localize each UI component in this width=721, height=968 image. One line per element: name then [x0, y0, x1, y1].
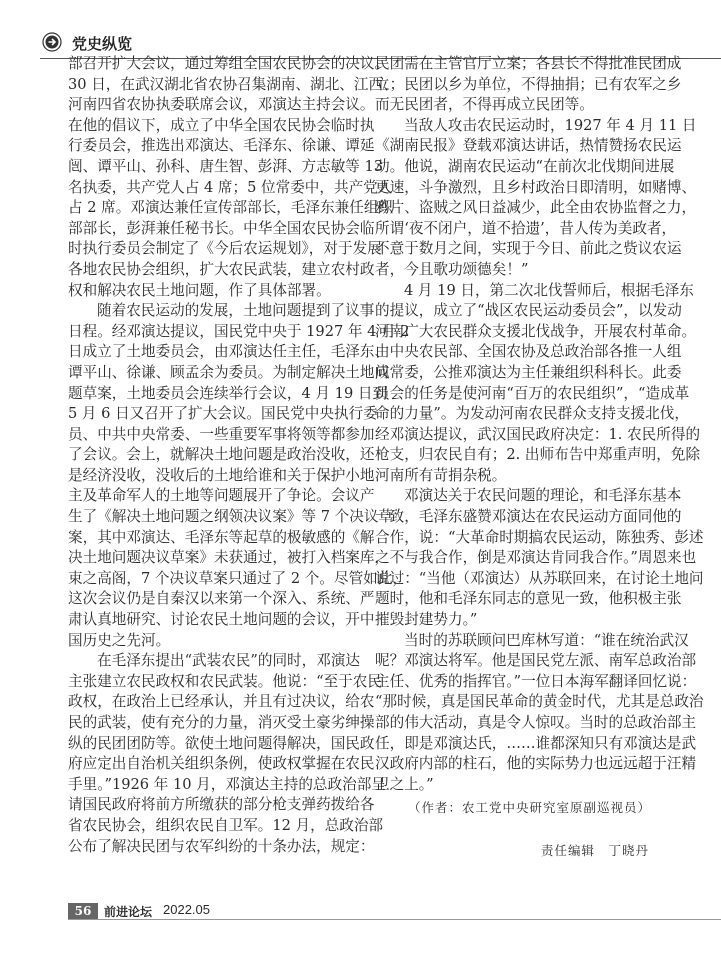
- paragraph: [375, 631, 704, 796]
- text-line: 国历史之先河。: [68, 631, 171, 649]
- text-line: 当敌人攻击农民运动时，1927 年 4 月 11 日: [404, 116, 697, 134]
- text-line: 肃认真地研究、讨论农民土地问题的会议，开中: [68, 611, 375, 629]
- text-line: 在他的倡议下，成立了中华全国农民协会临时执: [68, 116, 375, 134]
- arrow-right-circle-icon: [42, 32, 62, 52]
- text-line: 随着农民运动的发展，土地问题提到了议事: [97, 302, 375, 320]
- text-line: 5 月 6 日又召开了扩大会议。国民党中央执行委: [68, 405, 378, 423]
- text-line: 省农民协会，组织农民自卫军。12 月，总政治部: [68, 816, 384, 834]
- text-line: 民的武装，使有充分的力量，消灭受土豪劣绅操: [68, 714, 375, 731]
- text-line: 主张建立农民政权和农民武装。他说：“至于农民: [68, 672, 382, 690]
- text-line: 纵的民团团防等。欲使土地问题得解决，国民政: [68, 734, 375, 752]
- text-line: 命的力量”。为发动河南农民群众支持支援北伐，: [375, 405, 689, 423]
- text-line: 当时的苏联顾问巴库林写道：“谁在统治武汉: [404, 631, 689, 649]
- paragraph: [375, 116, 697, 281]
- text-line: 摧毁封建势力。”: [375, 611, 478, 629]
- page-number: 56: [68, 903, 98, 919]
- text-line: 河南四省农协执委联席会议，邓演达主持会议。: [68, 96, 375, 114]
- text-line: 手里。”1926 年 10 月，邓演达主持的总政治部呈: [68, 775, 386, 793]
- text-line: 汉政府内部的柱石，他的实际势力也远远超于汪精: [375, 755, 697, 773]
- paragraph: [375, 281, 701, 487]
- text-line: “那时候，真是国民革命的黄金时代，尤其是总政治: [375, 693, 704, 711]
- text-line: 公布了解决民团与农军纠纷的十条办法，规定：: [68, 837, 375, 855]
- text-line: 谭平山、徐谦、顾孟余为委员。为制定解决土地问: [68, 363, 390, 381]
- paragraph: [68, 651, 386, 857]
- text-line: 由中央农民部、全国农协及总政治部各推一人组: [375, 343, 682, 361]
- text-line: 合作，说：“大革命时期搞农民运动，陈独秀、彭述: [375, 528, 704, 546]
- text-line: 者，今且歌功颂德矣！”: [375, 260, 529, 278]
- text-line: 主及革命军人的土地等问题展开了争论。会议产: [68, 487, 375, 505]
- text-line: 民团需在主管官厅立案；各县长不得批准民团成: [375, 55, 682, 72]
- text-line: 《湖南民报》登载邓演达讲话，热情赞扬农民运: [375, 137, 682, 155]
- text-line: 成常委，公推邓演达为主任兼组织科科长。此委: [375, 363, 682, 381]
- text-line: 经邓演达提议，武汉国民政府决定：1. 农民所得的: [375, 425, 701, 443]
- text-line: 部召开扩大会议，通过筹组全国农民协会的决议。: [68, 55, 390, 72]
- text-line: 鸦片、盗贼之风日益减少，此全由农协监督之力，: [375, 199, 697, 217]
- text-line: 权和解决农民土地问题，作了具体部署。: [68, 281, 331, 299]
- text-line: 枪支，归农民自有；2. 出师布告中郑重声明，免除: [375, 446, 701, 464]
- text-line: 生了《解决土地问题之纲领决议案》等 7 个决议草: [68, 508, 394, 526]
- paragraph: [68, 54, 398, 301]
- text-line: 更速，斗争激烈，且乡村政治日即清明，如赌博、: [375, 178, 697, 196]
- magazine-name: 前进论坛: [104, 905, 153, 919]
- issue-date: 2022.05: [163, 902, 210, 917]
- text-line: 日成立了土地委员会，由邓演达任主任，毛泽东、: [68, 343, 390, 361]
- text-line: 员、中共中央常委、一些重要军事将领等都参加: [68, 425, 375, 443]
- text-line: 了会议。会上，就解决土地问题是政治没收，还: [68, 446, 375, 464]
- text-line: 部部长，彭湃兼任秘书长。中华全国农民协会临: [68, 219, 375, 237]
- text-line: 河南广大农民群众支援北伐战争，开展农村革命。: [375, 322, 697, 340]
- text-line: 日程。经邓演达提议，国民党中央于 1927 年 4 月 2: [68, 322, 410, 340]
- text-line: 题时，他和毛泽东同志的意见一致，他积极主张: [375, 590, 682, 608]
- text-line: 邓演达关于农民问题的理论，和毛泽东基本: [404, 487, 682, 505]
- text-line: 4 月 19 日，第二次北伐誓师后，根据毛泽东: [404, 281, 694, 299]
- text-line: 束之高阁，7 个决议草案只通过了 2 个。尽管如此，: [68, 569, 407, 587]
- text-line: 主任、优秀的指挥官。”一位日本海军翻译回忆说：: [375, 672, 697, 690]
- right-column: [375, 54, 704, 862]
- text-line: 说过：“当他（邓演达）从苏联回来，在讨论土地问: [375, 569, 704, 587]
- text-line: 部的伟大活动，真是令人惊叹。当时的总政治部主: [375, 714, 697, 731]
- text-line: 卫之上。”: [375, 775, 434, 793]
- text-line: 之不与我合作，倒是邓演达肯同我合作。”周恩来也: [375, 549, 697, 567]
- text-line: 30 日，在武汉湖北省农协召集湖南、湖北、江西、: [68, 75, 398, 93]
- text-line: 所谓‘夜不闭户，道不拾遗’，昔人传为美政者，: [375, 219, 677, 237]
- text-line: 而无民团者，不得再成立民团等。: [375, 96, 594, 114]
- text-line: 这次会议仍是自秦汉以来第一个深入、系统、严: [68, 590, 375, 608]
- paragraph: [68, 301, 410, 651]
- text-line: 任，即是邓演达氏，……谁都深知只有邓演达是武: [375, 734, 697, 752]
- text-line: 动。他说，湖南农民运动“在前次北伐期间进展: [375, 157, 675, 175]
- text-line: 题草案，土地委员会连续举行会议，4 月 19 日到: [68, 384, 388, 402]
- text-line: 名执委，共产党人占 4 席；5 位常委中，共产党人: [68, 178, 393, 196]
- text-line: 请国民政府将前方所缴获的部分枪支弹药拨给各: [68, 796, 375, 814]
- text-line: 一致，毛泽东盛赞邓演达在农民运动方面同他的: [375, 508, 682, 526]
- text-line: 时执行委员会制定了《今后农运规划》，对于发展: [68, 240, 382, 258]
- text-line: 不意于数月之间，实现于今日、前此之赀议农运: [375, 240, 682, 258]
- text-line: 案，其中邓演达、毛泽东等起草的极敏感的《解: [68, 528, 375, 546]
- editor-note: 责任编辑 丁晓丹: [540, 842, 649, 858]
- text-line: 的提议，成立了“战区农民运动委员会”，以发动: [375, 302, 682, 320]
- page-footer: [68, 903, 721, 920]
- text-line: 府应定出自治机关组织条例，使政权掌握在农民: [68, 755, 375, 773]
- text-line: 行委员会，推选出邓演达、毛泽东、徐谦、谭延: [68, 137, 375, 155]
- text-line: 在毛泽东提出“武装农民”的同时，邓演达: [97, 652, 361, 670]
- text-line: 占 2 席。邓演达兼任宣传部部长，毛泽东兼任组织: [68, 199, 394, 217]
- text-line: 政权，在政治上已经承认，并且有过决议，给农: [68, 693, 375, 711]
- paragraph: [375, 486, 704, 630]
- text-line: 员会的任务是使河南“百万的农民组织”，“造成革: [375, 384, 690, 402]
- text-line: 闿、谭平山、孙科、唐生智、彭湃、方志敏等 13: [68, 157, 384, 175]
- text-line: 各地农民协会组织，扩大农民武装，建立农村政: [68, 260, 375, 278]
- text-line: 是经济没收，没收后的土地给谁和关于保护小地: [68, 466, 375, 484]
- author-note: （作者：农工党中央研究室原副巡视员）: [407, 800, 651, 816]
- paragraph: [375, 54, 682, 116]
- text-line: 河南所有苛捐杂税。: [375, 466, 507, 484]
- section-title: 党史纵览: [72, 35, 133, 53]
- text-line: 呢？邓演达将军。他是国民党左派、南军总政治部: [375, 652, 697, 670]
- text-line: 决土地问题决议草案》未获通过，被打入档案库，: [68, 549, 390, 567]
- text-line: 立；民团以乡为单位，不得抽捐；已有农军之乡: [375, 75, 682, 93]
